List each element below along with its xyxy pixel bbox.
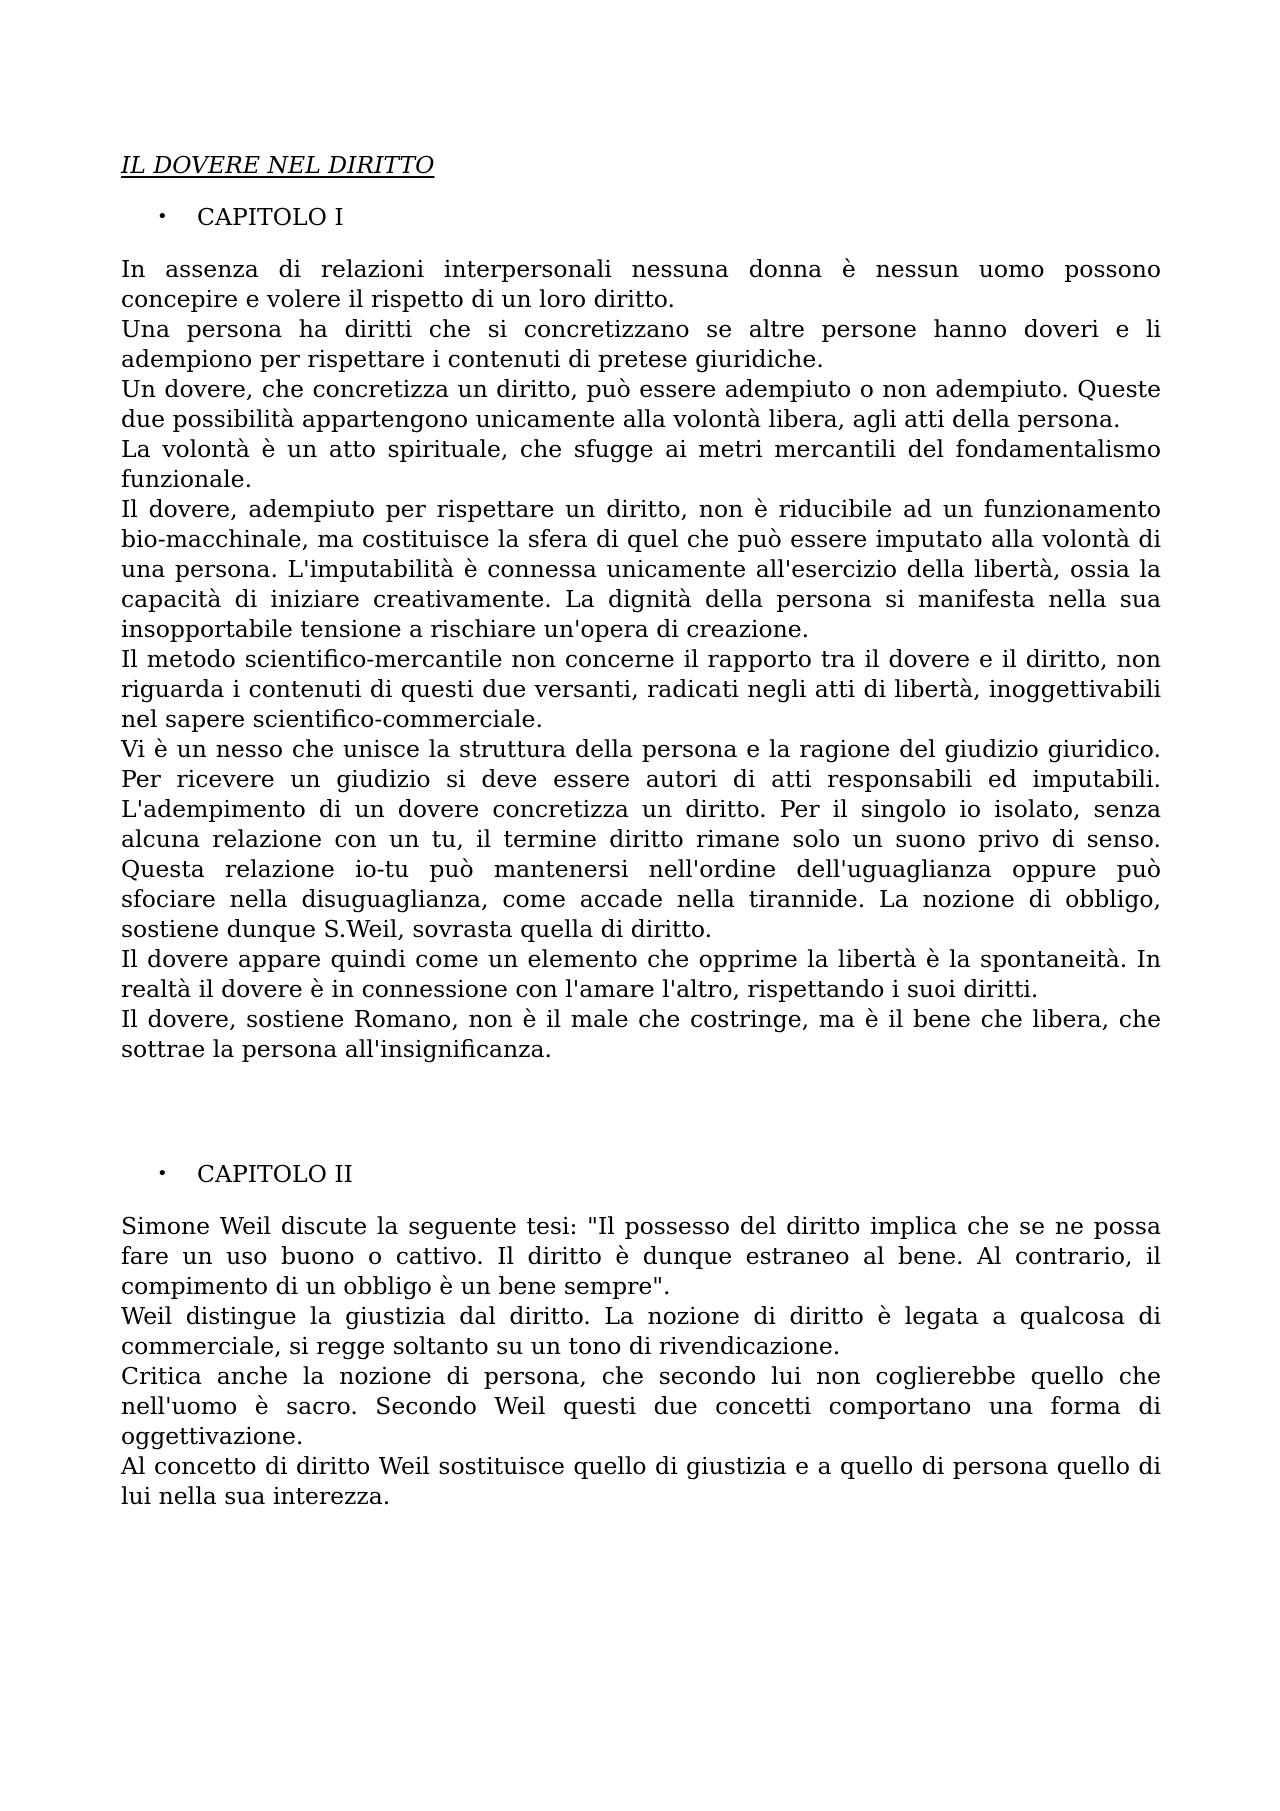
paragraph: Weil distingue la giustizia dal diritto. La nozione di diritto è legata a qualcosa di commerciale, si regge soltanto su un tono di rivendicazione. xyxy=(121,1302,1161,1360)
paragraph: Vi è un nesso che unisce la struttura della persona e la ragione del giudizio giuridico. Per ricevere un giudizio si deve essere autori di atti responsabili ed imputabili. L'adempimento di un dovere concretizza un diritto. Per il singolo io isolato, senza alcuna relazione con un tu, il termine diritto rimane solo un suono privo di senso. Questa relazione io-tu può mantenersi nell'ordine dell'uguaglianza oppure può sfociare nella disuguaglianza, come accade nella tirannide. La nozione di obbligo, sostiene dunque S.Weil, sovrasta quella di diritto. xyxy=(121,735,1161,943)
paragraph: Il metodo scientifico-mercantile non concerne il rapporto tra il dovere e il diritto, non riguarda i contenuti di questi due versanti, radicati negli atti di libertà, inoggettivabili nel sapere scientifico-commerciale. xyxy=(121,645,1161,733)
paragraph: Il dovere, adempiuto per rispettare un diritto, non è riducibile ad un funzionamento bio-macchinale, ma costituisce la sfera di quel che può essere imputato alla volontà di una persona. L'imputabilità è connessa unicamente all'esercizio della libertà, ossia la capacità di iniziare creativamente. La dignità della persona si manifesta nella sua insopportabile tensione a rischiare un'opera di creazione. xyxy=(121,495,1161,643)
paragraph: Un dovere, che concretizza un diritto, può essere adempiuto o non adempiuto. Queste due possibilità appartengono unicamente alla volontà libera, agli atti della persona. xyxy=(121,375,1161,433)
chapter-heading xyxy=(121,1159,1161,1189)
chapter-2 xyxy=(121,1159,1161,1511)
chapter-1 xyxy=(121,202,1161,1064)
paragraph: Una persona ha diritti che si concretizzano se altre persone hanno doveri e li adempiono per rispettare i contenuti di pretese giuridiche. xyxy=(121,315,1161,373)
paragraph: Simone Weil discute la seguente tesi: "Il possesso del diritto implica che se ne possa fare un uso buono o cattivo. Il diritto è dunque estraneo al bene. Al contrario, il compimento di un obbligo è un bene sempre". xyxy=(121,1212,1161,1300)
chapter-heading xyxy=(121,202,1161,232)
bullet-icon: • xyxy=(157,206,168,227)
document-title: IL DOVERE NEL DIRITTO xyxy=(121,151,435,179)
paragraph: Il dovere appare quindi come un elemento che opprime la libertà è la spontaneità. In realtà il dovere è in connessione con l'amare l'altro, rispettando i suoi diritti. xyxy=(121,945,1161,1003)
paragraph: In assenza di relazioni interpersonali nessuna donna è nessun uomo possono concepire e volere il rispetto di un loro diritto. xyxy=(121,255,1161,313)
paragraph: Il dovere, sostiene Romano, non è il male che costringe, ma è il bene che libera, che sottrae la persona all'insignificanza. xyxy=(121,1005,1161,1063)
paragraph: Al concetto di diritto Weil sostituisce quello di giustizia e a quello di persona quello di lui nella sua interezza. xyxy=(121,1452,1161,1510)
chapter-title: CAPITOLO I xyxy=(197,203,344,231)
document-page xyxy=(121,150,1161,1511)
paragraph: Critica anche la nozione di persona, che secondo lui non coglierebbe quello che nell'uomo è sacro. Secondo Weil questi due concetti comportano una forma di oggettivazione. xyxy=(121,1362,1161,1450)
bullet-icon: • xyxy=(157,1163,168,1184)
paragraph: La volontà è un atto spirituale, che sfugge ai metri mercantili del fondamentalismo funzionale. xyxy=(121,435,1161,493)
section-spacer xyxy=(121,1064,1161,1159)
chapter-title: CAPITOLO II xyxy=(197,1160,353,1188)
